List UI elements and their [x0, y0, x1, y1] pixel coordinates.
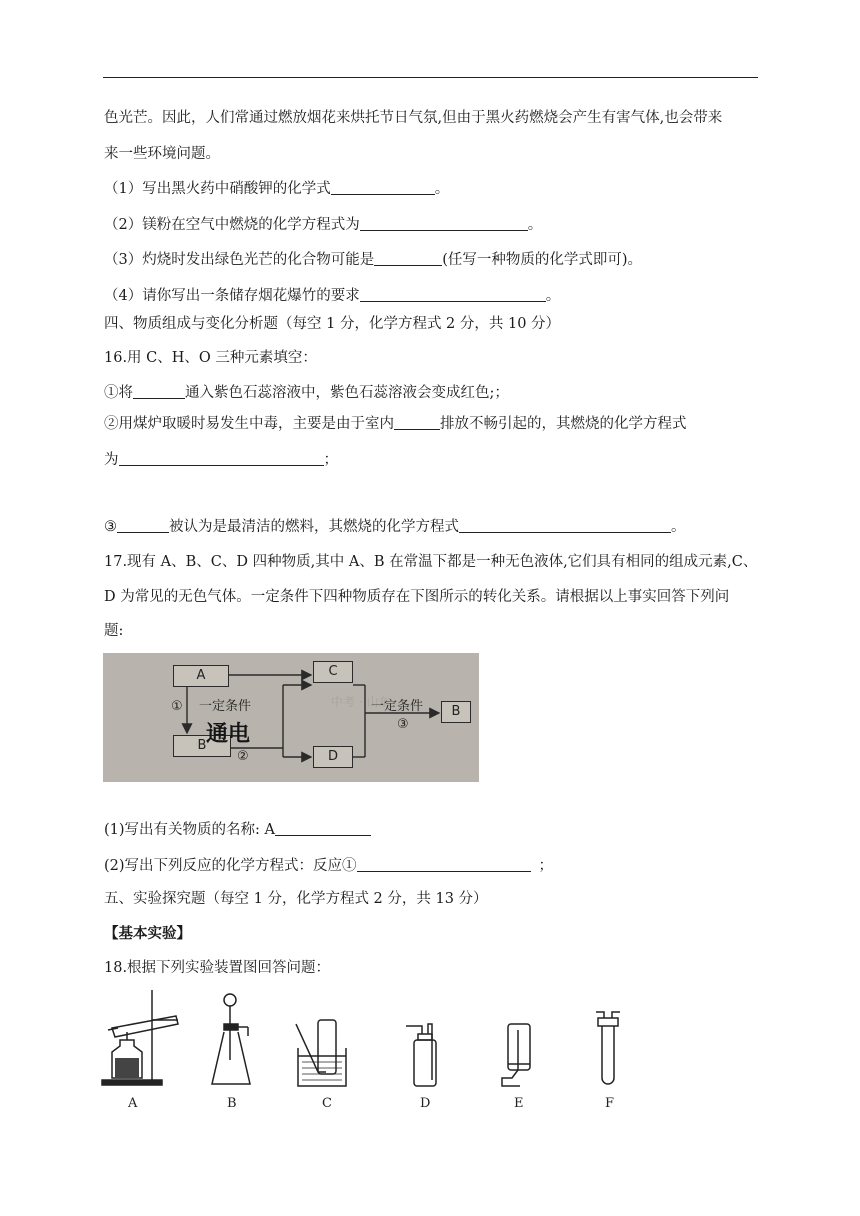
reaction-number-1: ① [171, 699, 183, 714]
reaction-number-3: ③ [397, 717, 409, 732]
apparatus-b-drawing [212, 994, 250, 1084]
question-15-1: （1）写出黑火药中硝酸钾的化学式 。 [104, 181, 450, 197]
apparatus-e-drawing [502, 1024, 530, 1086]
text-line: D 为常见的无色气体。一定条件下四种物质存在下图所示的转化关系。请根据以上事实回答下列问 [104, 589, 730, 605]
reaction-number-2: ② [237, 749, 249, 764]
condition-label: 一定条件 [199, 699, 252, 714]
question-15-4: （4）请你写出一条储存烟花爆竹的要求 。 [104, 288, 561, 304]
question-16-3: ③ 被认为是最清洁的燃料，其燃烧的化学方程式 。 [104, 519, 686, 535]
answer-blank[interactable] [459, 518, 671, 533]
text-line: 来一些环境问题。 [104, 146, 220, 162]
conversion-diagram [103, 653, 479, 782]
answer-blank[interactable] [331, 180, 435, 195]
condition-label: 一定条件 [371, 699, 424, 714]
answer-blank[interactable] [394, 415, 440, 430]
box-d: D [313, 746, 353, 768]
question-16-2: ②用煤炉取暖时易发生中毒，主要是由于室内 排放不畅引起的，其燃烧的化学方程式 [104, 416, 687, 432]
question-17-1: (1)写出有关物质的名称: A [104, 820, 371, 840]
question-16-2-cont: 为 ； [104, 452, 338, 468]
apparatus-label-e: E [514, 1096, 524, 1111]
answer-blank[interactable] [357, 857, 531, 872]
apparatus-label-b: B [227, 1096, 237, 1111]
answer-blank[interactable] [374, 251, 442, 266]
question-17: 17.现有 A、B、C、D 四种物质,其中 A、B 在常温下都是一种无色液体,它们具有相同的组成元素,C、 [104, 554, 758, 570]
background-print: 中考 · 山东 [331, 695, 391, 709]
section-5-heading: 五、实验探究题（每空 1 分，化学方程式 2 分，共 13 分） [104, 891, 488, 907]
box-a: A [173, 665, 229, 687]
question-18: 18.根据下列实验装置图回答问题： [104, 960, 331, 976]
question-16-1: ①将 通入紫色石蕊溶液中，紫色石蕊溶液会变成红色;； [104, 385, 509, 401]
apparatus-f-drawing [596, 1012, 620, 1084]
answer-blank[interactable] [117, 518, 169, 533]
answer-blank[interactable] [275, 821, 371, 836]
box-c: C [313, 661, 353, 683]
apparatus-c-drawing [296, 1020, 346, 1086]
answer-blank[interactable] [360, 287, 546, 302]
answer-blank[interactable] [360, 216, 528, 231]
apparatus-label-d: D [420, 1096, 431, 1111]
text-line: 色光芒。因此，人们常通过燃放烟花来烘托节日气氛,但由于黑火药燃烧会产生有害气体,也会带来 [104, 110, 723, 126]
subsection-heading: 【基本实验】 [104, 925, 191, 942]
section-4-heading: 四、物质组成与变化分析题（每空 1 分，化学方程式 2 分，共 10 分） [104, 316, 561, 332]
diagram-arrows [103, 653, 479, 782]
question-16: 16.用 C、H、O 三种元素填空： [104, 350, 317, 366]
apparatus-label-c: C [322, 1096, 332, 1111]
text-line: 题: [104, 623, 124, 639]
question-17-2: (2)写出下列反应的化学方程式：反应① ； [104, 858, 554, 874]
question-15-2: （2）镁粉在空气中燃烧的化学方程式为 。 [104, 217, 543, 233]
answer-blank[interactable] [119, 451, 324, 466]
handwritten-note: 通电 [206, 722, 251, 747]
apparatus-label-f: F [605, 1096, 615, 1111]
header-rule [103, 77, 758, 78]
apparatus-label-a: A [128, 1096, 138, 1111]
apparatus-a-drawing [102, 990, 178, 1085]
apparatus-d-drawing [406, 1024, 436, 1086]
box-b-product: B [441, 701, 471, 723]
answer-blank[interactable] [133, 384, 185, 399]
question-15-3: （3）灼烧时发出绿色光芒的化合物可能是 (任写一种物质的化学式即可)。 [104, 252, 643, 268]
box-b: B [173, 735, 231, 757]
